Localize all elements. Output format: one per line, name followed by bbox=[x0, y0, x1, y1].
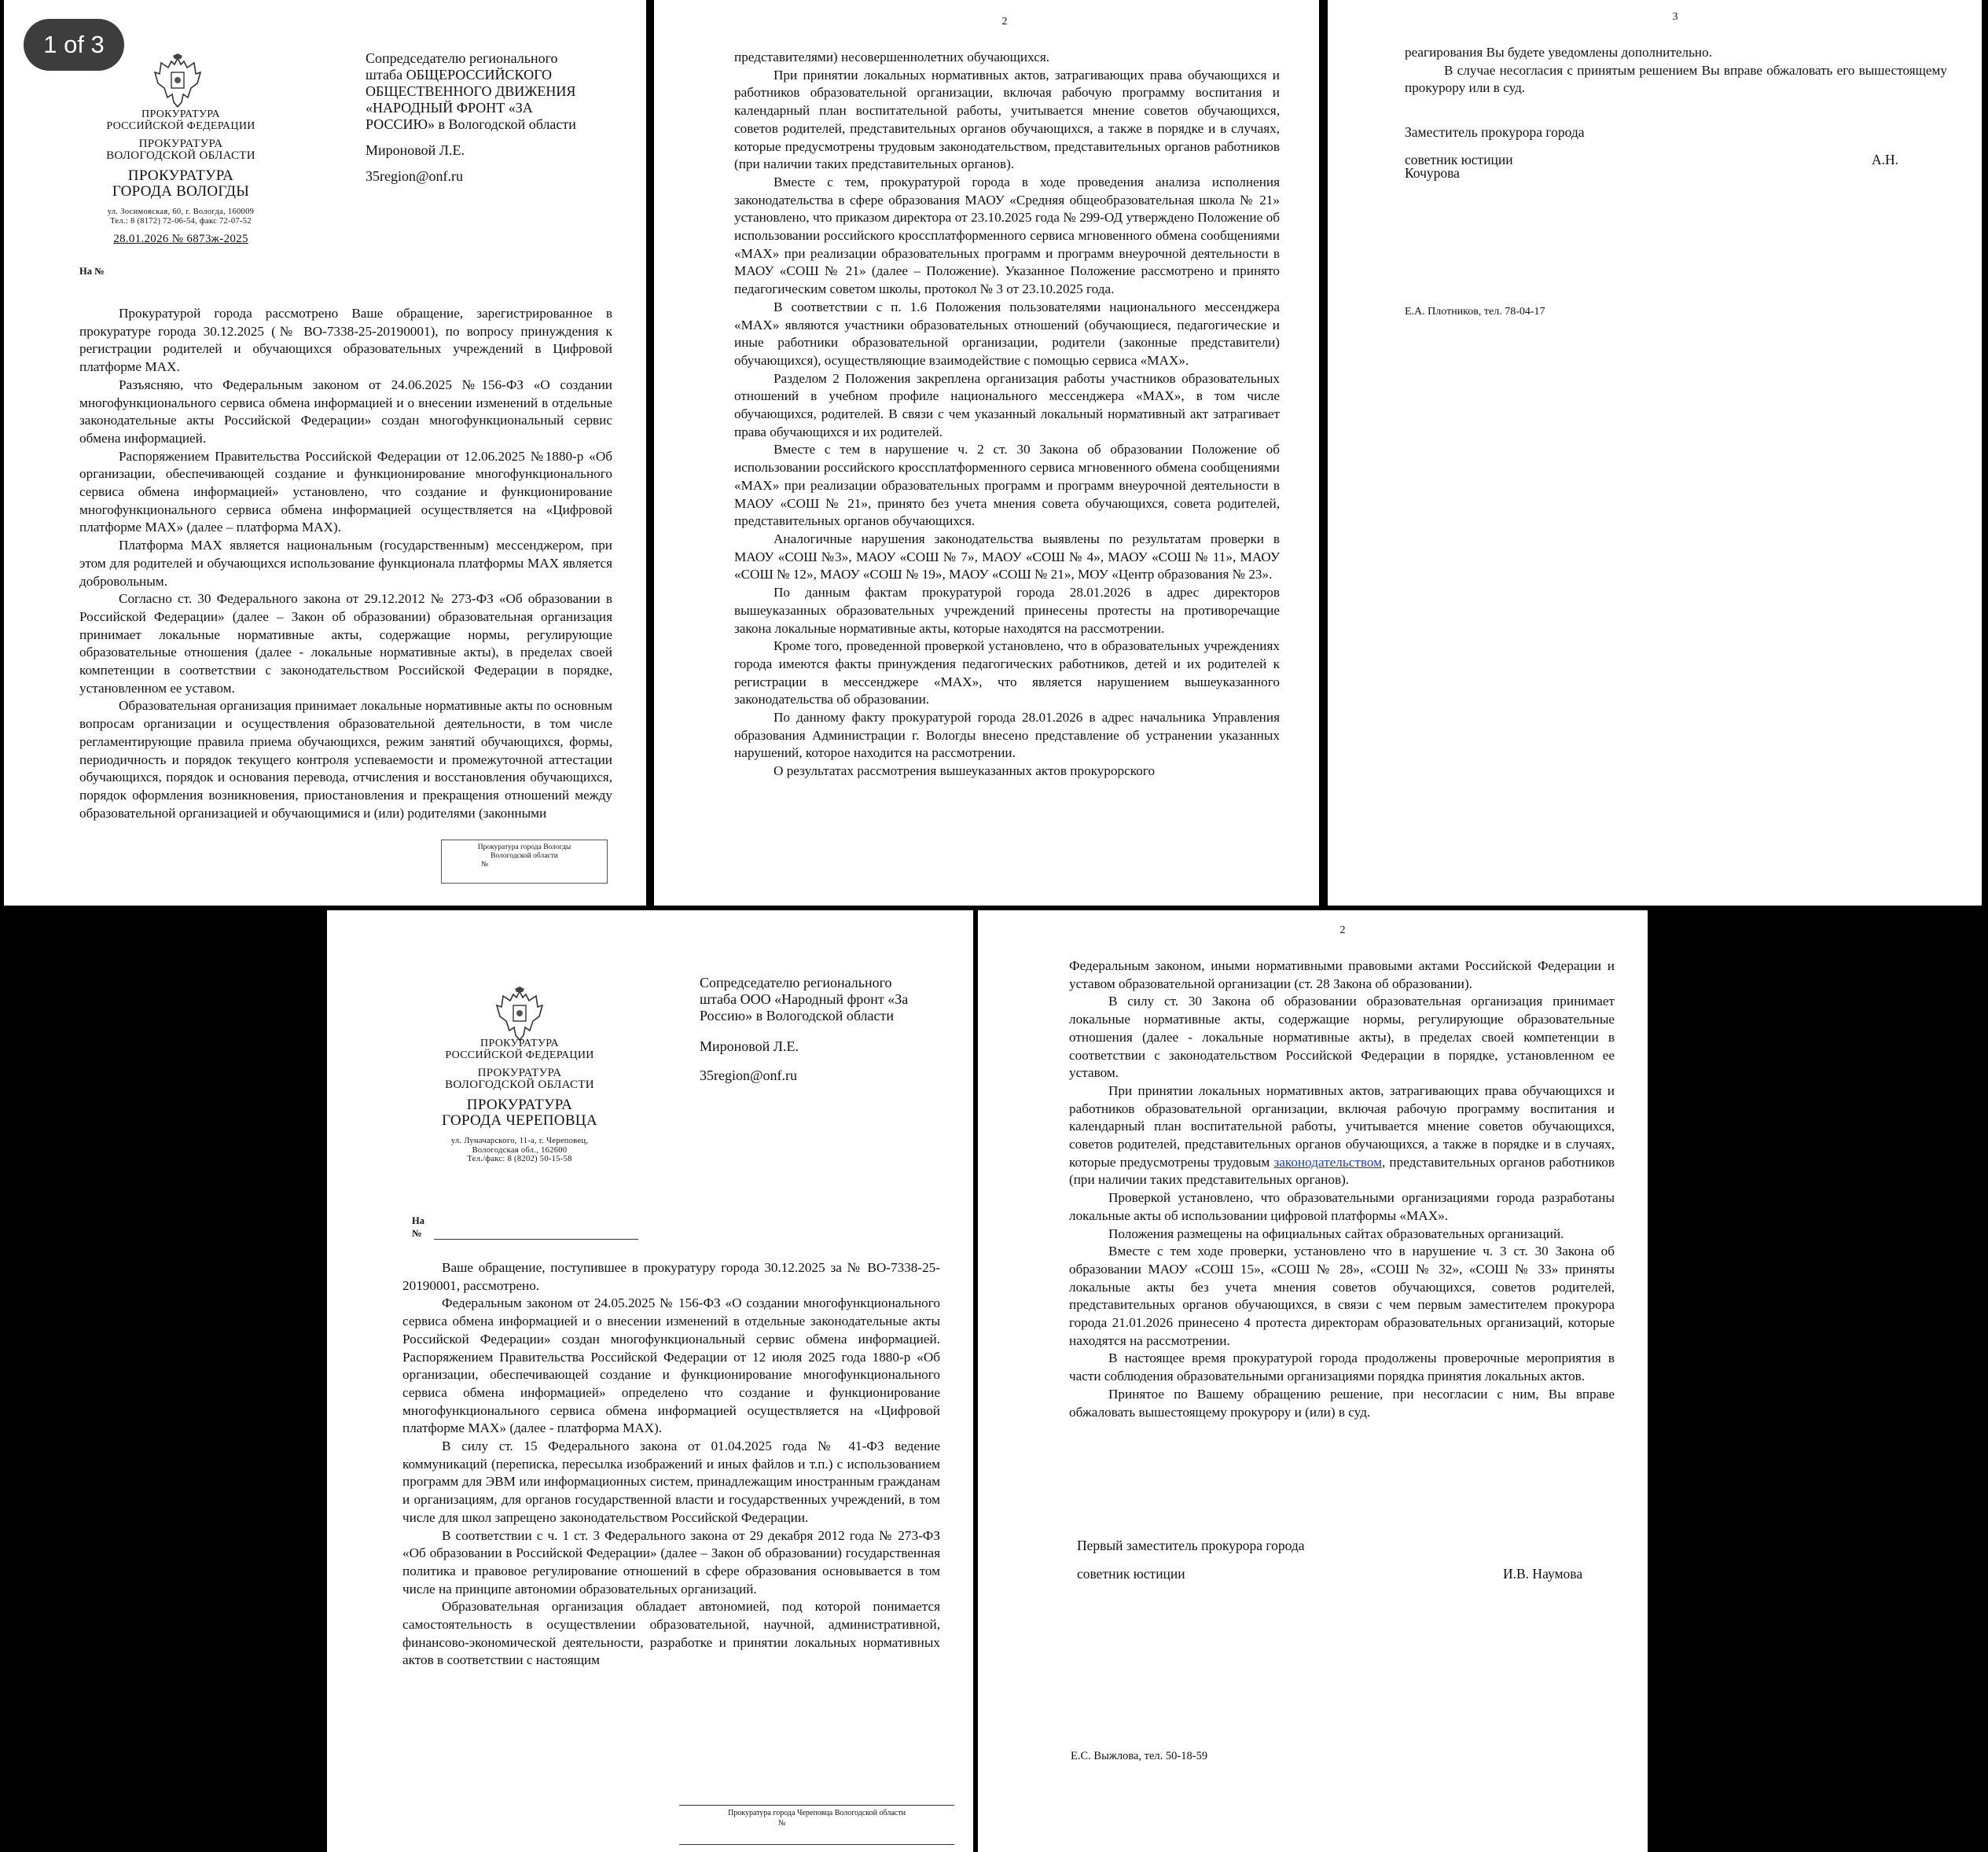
body-paragraph: В силу ст. 15 Федерального закона от 01.04.2025 года № 41-ФЗ ведение коммуникаций (переписка, пересылка изображений и иных файлов и т.п.) с использованием программ для ЭВМ или информационных систем, принадлежащим иностранным гражданам и организациям, для органов государственной власти и государственных учреждений, в том числе для школ запрещено законодательством Российской Федерации. bbox=[402, 1439, 940, 1525]
stamp-line: Прокуратура города Вологды bbox=[477, 843, 571, 851]
russian-eagle-emblem-icon bbox=[492, 986, 547, 1044]
org-line: ПРОКУРАТУРА bbox=[127, 167, 234, 184]
signer-surname: Кочурова bbox=[1405, 165, 1460, 181]
vologda-letter-page-1 bbox=[4, 0, 646, 906]
addressee-block bbox=[366, 50, 633, 185]
org-address: ул. Зосимовская, 60, г. Вологда, 160009 bbox=[107, 208, 255, 216]
vologda-letter-page-2 bbox=[654, 0, 1319, 906]
cherepovets-letter-page-2 bbox=[978, 910, 1648, 1852]
org-line: ГОРОДА ЧЕРЕПОВЦА bbox=[442, 1112, 597, 1129]
org-line: ПРОКУРАТУРА bbox=[480, 1038, 559, 1049]
body-paragraph: Ваше обращение, поступившее в прокуратуру города 30.12.2025 за № ВО-7338-25-20190001, рассмотрено. bbox=[402, 1260, 940, 1293]
page-number: 2 bbox=[1001, 16, 1008, 28]
body-paragraph: Разделом 2 Положения закреплена организация работы участников образовательных отношений в учебном профиле национального мессенджера «МАХ», в том числе обучающихся, родителей. В связи с чем указанный локальный нормативный акт затрагивает права обучающихся и их родителей. bbox=[734, 370, 1280, 439]
addressee-line: штаба ООО «Народный фронт «За bbox=[700, 991, 909, 1007]
body-paragraph bbox=[1069, 1082, 1615, 1189]
org-line: РОССИЙСКОЙ ФЕДЕРАЦИИ bbox=[445, 1049, 594, 1061]
body-paragraph: О результатах рассмотрения вышеуказанных актов прокурорского bbox=[774, 763, 1156, 779]
body-paragraph: Распоряжением Правительства Российской Федерации от 12.06.2025 №1880-р «Об организации, обеспечивающей создание и функционирование многофункционального сервиса обмена информацией» установлено, что создание и функционирование многофункционального сервиса обмена информацией осуществляется на «Цифровой платформе МАХ» (далее – платформа МАХ). bbox=[79, 448, 612, 535]
addressee-line: Сопредседателю регионального bbox=[366, 50, 558, 66]
stamp-line: Вологодской области bbox=[491, 852, 558, 860]
body-paragraph: реагирования Вы будете уведомлены дополнительно. bbox=[1405, 45, 1712, 60]
body-paragraph: Разъясняю, что Федеральным законом от 24.06.2025 №156-ФЗ «О создании многофункционального сервиса обмена информацией и о внесении изменений в отдельные законодательные акты Российской Федерации» создан многофункциональный сервис обмена информацией. bbox=[79, 377, 612, 446]
paragraph-text: При принятии локальных нормативных актов, затрагивающих права обучающихся и работников образовательной организации, включая рабочую программу воспитания и календарный план воспитательной работы, учитывается мнение советов обучающихся, советов родителей, представительных органов обучающихся, а также в порядке и в случаях, которые предусмотрены трудовым bbox=[1069, 1082, 1615, 1170]
body-paragraph: В соответствии с п. 1.6 Положения пользователями национального мессенджера «МАХ» являются участники образовательных отношений (обучающиеся, педагогические и иные работники образовательной организации, родители (законные представители) обучающихся), осуществляющие взаимодействие с помощью сервиса «МАХ». bbox=[734, 299, 1280, 368]
body-paragraph: Аналогичные нарушения законодательства выявлены по результатам проверки в МАОУ «СОШ №3», МАОУ «СОШ № 7», МАОУ «СОШ № 4», МАОУ «СОШ № 11», МАОУ «СОШ № 12», МАОУ «СОШ № 19», МАОУ «СОШ № 21», МОУ «Центр образования № 23». bbox=[734, 531, 1280, 582]
body-paragraph: Федеральным законом от 24.05.2025 № 156-ФЗ «О создании многофункционального сервиса обмена информацией и о внесении изменений в отдельные законодательные акты Российской Федерации» создан многофункциональный сервис обмена информацией. Распоряжением Правительства Российской Федерации от 12 июля 2025 года 1880-р «Об организации, обеспечивающей создание и функционирование многофункционального сервиса обмена информацией» определено что создание и функционирование многофункционального сервиса обмена информацией осуществляется на «Цифровой платформе МАХ» (далее - платформа МАХ). bbox=[402, 1295, 940, 1436]
addressee-name: Мироновой Л.Е. bbox=[366, 142, 465, 158]
signer-name: И.В. Наумова bbox=[1503, 1566, 1583, 1582]
stamp-line: № bbox=[481, 861, 489, 869]
org-line: РОССИЙСКОЙ ФЕДЕРАЦИИ bbox=[106, 120, 255, 132]
letter-body bbox=[1069, 957, 1615, 1421]
body-paragraph: Вместе с тем ходе проверки, установлено что в нарушение ч. 3 ст. 30 Закона об образовании МАОУ «СОШ 15», «СОШ № 28», «СОШ № 32», «СОШ № 33» приняты локальные акты без учета мнения советов обучающихся, советов родителей, представительных органов обучающихся, в связи с чем первым заместителем прокурора города 21.01.2026 принесено 4 протеста директорам образовательных организаций, которые находятся на рассмотрении. bbox=[1069, 1244, 1615, 1348]
signer-rank: советник юстиции bbox=[1077, 1566, 1185, 1582]
letter-body bbox=[1405, 44, 1947, 97]
paragraph-text: , представительных органов работников (при наличии таких представительных органов). bbox=[1069, 1154, 1615, 1188]
addressee-line: «НАРОДНЫЙ ФРОНТ «ЗА bbox=[366, 100, 533, 116]
stamp-line: № bbox=[778, 1819, 786, 1828]
addressee-block bbox=[700, 975, 959, 1084]
body-paragraph: По данному факту прокуратурой города 28.01.2026 в адрес начальника Управления образования Администрации г. Вологды внесено представление об устранении указанных нарушений, которое находится на рассмотрении. bbox=[734, 710, 1280, 761]
org-phone: Тел.: 8 (8172) 72-06-54, факс 72-07-52 bbox=[110, 216, 252, 226]
incoming-stamp-box bbox=[441, 840, 608, 884]
addressee-name: Мироновой Л.Е. bbox=[700, 1038, 799, 1054]
body-paragraph: При принятии локальных нормативных актов, затрагивающих права обучающихся и работников образовательной организации, включая рабочую программу воспитания и календарный план воспитательной работы, учитывается мнение советов обучающихся, советов родителей, представительных органов обучающихся, а также в порядке и в случаях, которые предусмотрены трудовым законодательством, представительных органов работников (при наличии таких представительных органов). bbox=[734, 67, 1280, 172]
body-paragraph: Федеральным законом, иными нормативными правовыми актами Российской Федерации и уставом образовательной организации (ст. 28 Закона об образовании). bbox=[1069, 958, 1615, 991]
body-paragraph: Вместе с тем, прокуратурой города в ходе проведения анализа исполнения законодательства в сфере образования МАОУ «Средняя общеобразовательная школа № 21» установлено, что приказом директора от 23.10.2025 года № 299-ОД утверждено Положение об использовании российского кроссплатформенного сервиса мгновенного обмена сообщениями «МАХ» при реализации образовательных программ и программ внеурочной деятельности в МАОУ «СОШ № 21» (далее – Положение). Указанное Положение рассмотрено и принято педагогическим советом школы, протокол № 3 от 23.10.2025 года. bbox=[734, 174, 1280, 297]
body-paragraph: Кроме того, проведенной проверкой установлено, что в образовательных учреждениях города имеются факты принуждения педагогических работников, детей и их родителей к регистрации в мессенджере «МАХ», что является нарушением вышеуказанного законодательства об образовании. bbox=[734, 638, 1280, 707]
addressee-email: 35region@onf.ru bbox=[700, 1067, 798, 1083]
body-paragraph: В настоящее время прокуратурой города продолжены проверочные мероприятия в части соблюдения образовательными организациями порядка принятия локальных актов. bbox=[1069, 1350, 1615, 1384]
addressee-line: штаба ОБЩЕРОССИЙСКОГО bbox=[366, 67, 553, 83]
letter-body bbox=[402, 1259, 940, 1670]
signer-title: Заместитель прокурора города bbox=[1405, 124, 1585, 140]
reply-to-label: На bbox=[412, 1215, 424, 1226]
letter-body bbox=[79, 305, 612, 822]
page-counter-badge[interactable]: 1 of 3 bbox=[24, 19, 124, 71]
vologda-letter-page-3 bbox=[1328, 0, 1982, 906]
page-number: 2 bbox=[1339, 924, 1346, 936]
body-paragraph: По данным фактам прокуратурой города 28.01.2026 в адрес директоров вышеуказанных образовательных учреждений принесены протесты на противоречащие закона локальные нормативные акты, которые находятся на рассмотрении. bbox=[734, 585, 1280, 636]
org-line: ПРОКУРАТУРА bbox=[141, 108, 220, 120]
org-line: ПРОКУРАТУРА bbox=[466, 1097, 573, 1113]
stamp-bottom-line bbox=[679, 1844, 954, 1845]
addressee-line: ОБЩЕСТВЕННОГО ДВИЖЕНИЯ bbox=[366, 83, 576, 99]
letter-body bbox=[734, 49, 1280, 781]
body-paragraph: Прокуратурой города рассмотрено Ваше обращение, зарегистрированное в прокуратуре города 30.12.2025 (№ ВО-7338-25-20190001), по вопросу принуждения к регистрации родителей и обучающихся образовательных учреждений в Цифровой платформе МАХ. bbox=[79, 306, 612, 375]
stamp-top-line bbox=[679, 1805, 954, 1806]
org-line: ПРОКУРАТУРА bbox=[138, 138, 223, 150]
addressee-line: Россию» в Вологодской области bbox=[700, 1008, 895, 1023]
page-number: 3 bbox=[1672, 11, 1678, 23]
addressee-email: 35region@onf.ru bbox=[366, 168, 464, 184]
prosecutor-org-header bbox=[421, 1038, 618, 1164]
body-paragraph: Согласно ст. 30 Федерального закона от 29.12.2012 № 273-ФЗ «Об образовании в Российской Федерации» (далее – Закон об образовании) образовательная организация принимает локальные нормативные акты, содержащие нормы, регулирующие образовательные отношения (далее - локальные нормативные акты), в пределах своей компетенции в соответствии с законодательством Российской Федерации в порядке, установленном ее уставом. bbox=[79, 591, 612, 696]
signer-name: А.Н. bbox=[1872, 152, 1899, 167]
russian-eagle-emblem-icon bbox=[150, 53, 205, 110]
prosecutor-org-header bbox=[83, 108, 279, 245]
org-line: ВОЛОГОДСКОЙ ОБЛАСТИ bbox=[106, 149, 255, 162]
body-paragraph: В силу ст. 30 Закона об образовании образовательная организация принимает локальные нормативные акты, содержащие нормы, регулирующие образовательные отношения (далее - локальные нормативные акты), в пределах своей компетенции в соответствии с законодательством Российской Федерации в порядке, установленном ее уставом. bbox=[1069, 994, 1615, 1081]
addressee-line: Сопредседателю регионального bbox=[700, 975, 892, 990]
legislation-link[interactable]: законодательством bbox=[1273, 1154, 1382, 1170]
org-address: ул. Луначарского, 11-а, г. Череповец, bbox=[450, 1137, 589, 1145]
stamp-line: Прокуратура города Череповца Вологодской области bbox=[728, 1809, 906, 1817]
org-line: ВОЛОГОДСКОЙ ОБЛАСТИ bbox=[445, 1078, 594, 1091]
reply-to-number-label: На № bbox=[79, 266, 105, 277]
body-paragraph: В случае несогласия с принятым решением Вы вправе обжаловать его вышестоящему прокурору или в суд. bbox=[1405, 62, 1947, 96]
cherepovets-letter-page-1 bbox=[327, 910, 973, 1852]
incoming-stamp bbox=[679, 1808, 954, 1828]
body-paragraph: В соответствии с ч. 1 ст. 3 Федерального закона от 29 декабря 2012 года № 273-ФЗ «Об образовании в Российской Федерации» (далее – Закон об образовании) государственная политика и правовое регулирование отношений в сфере образования основывается в том числе на принципе автономии образовательных организаций. bbox=[402, 1527, 940, 1597]
org-phone: Тел./факс: 8 (8202) 50-15-58 bbox=[467, 1155, 572, 1163]
outgoing-date-number: 28.01.2026 № 6873ж-2025 bbox=[113, 233, 248, 245]
body-paragraph: Принятое по Вашему обращению решение, при несогласии с ним, Вы вправе обжаловать вышестоящему прокурору и (или) в суд. bbox=[1069, 1386, 1615, 1420]
reply-to-number-label: № bbox=[412, 1228, 422, 1239]
signer-rank: советник юстиции bbox=[1405, 152, 1513, 167]
body-paragraph: Образовательная организация обладает автономией, под которой понимается самостоятельность в осуществлении образовательной, научной, административной, финансово-экономической деятельности, разработке и принятии локальных нормативных актов в соответствии с настоящим bbox=[402, 1599, 940, 1668]
body-paragraph: Вместе с тем в нарушение ч. 2 ст. 30 Закона об образовании Положение об использовании российского кроссплатформенного сервиса мгновенного обмена сообщениями «МАХ» при реализации образовательных программ и программ внеурочной деятельности в МАОУ «СОШ № 21», принято без учета мнения совета обучающихся, совета родителей, представительных органов обучающихся. bbox=[734, 442, 1280, 529]
body-paragraph: представителями) несовершеннолетних обучающихся. bbox=[734, 50, 1050, 64]
body-paragraph: Положения размещены на официальных сайтах образовательных организаций. bbox=[1108, 1225, 1564, 1241]
addressee-line: РОССИЮ» в Вологодской области bbox=[366, 116, 576, 132]
org-line: ГОРОДА ВОЛОГДЫ bbox=[112, 183, 250, 200]
body-paragraph: Проверкой установлено, что образовательными организациями города разработаны локальные акты об использовании цифровой платформы «МАХ». bbox=[1069, 1190, 1615, 1223]
executor-contact: Е.А. Плотников, тел. 78-04-17 bbox=[1405, 306, 1545, 318]
executor-contact: Е.С. Выжлова, тел. 50-18-59 bbox=[1071, 1750, 1208, 1762]
body-paragraph: Платформа МАХ является национальным (государственным) мессенджером, при этом для родителей и обучающихся использование функционала платформы МАХ является добровольным. bbox=[79, 538, 612, 589]
reply-number-blank-line bbox=[434, 1239, 638, 1240]
body-paragraph: Образовательная организация принимает локальные нормативные акты по основным вопросам организации и осуществления образовательной деятельности, в том числе регламентирующие правила приема обучающихся, режим занятий обучающихся, формы, периодичность и порядок текущего контроля успеваемости и промежуточной аттестации обучающихся, порядок и основания перевода, отчисления и восстановления обучающихся, порядок оформления возникновения, приостановления и прекращения отношений между образовательной организацией и обучающимися и (или) родителями (законными bbox=[79, 698, 612, 821]
org-address: Вологодская обл., 162600 bbox=[472, 1145, 568, 1155]
signer-title: Первый заместитель прокурора города bbox=[1077, 1538, 1305, 1553]
org-line: ПРОКУРАТУРА bbox=[477, 1067, 562, 1079]
